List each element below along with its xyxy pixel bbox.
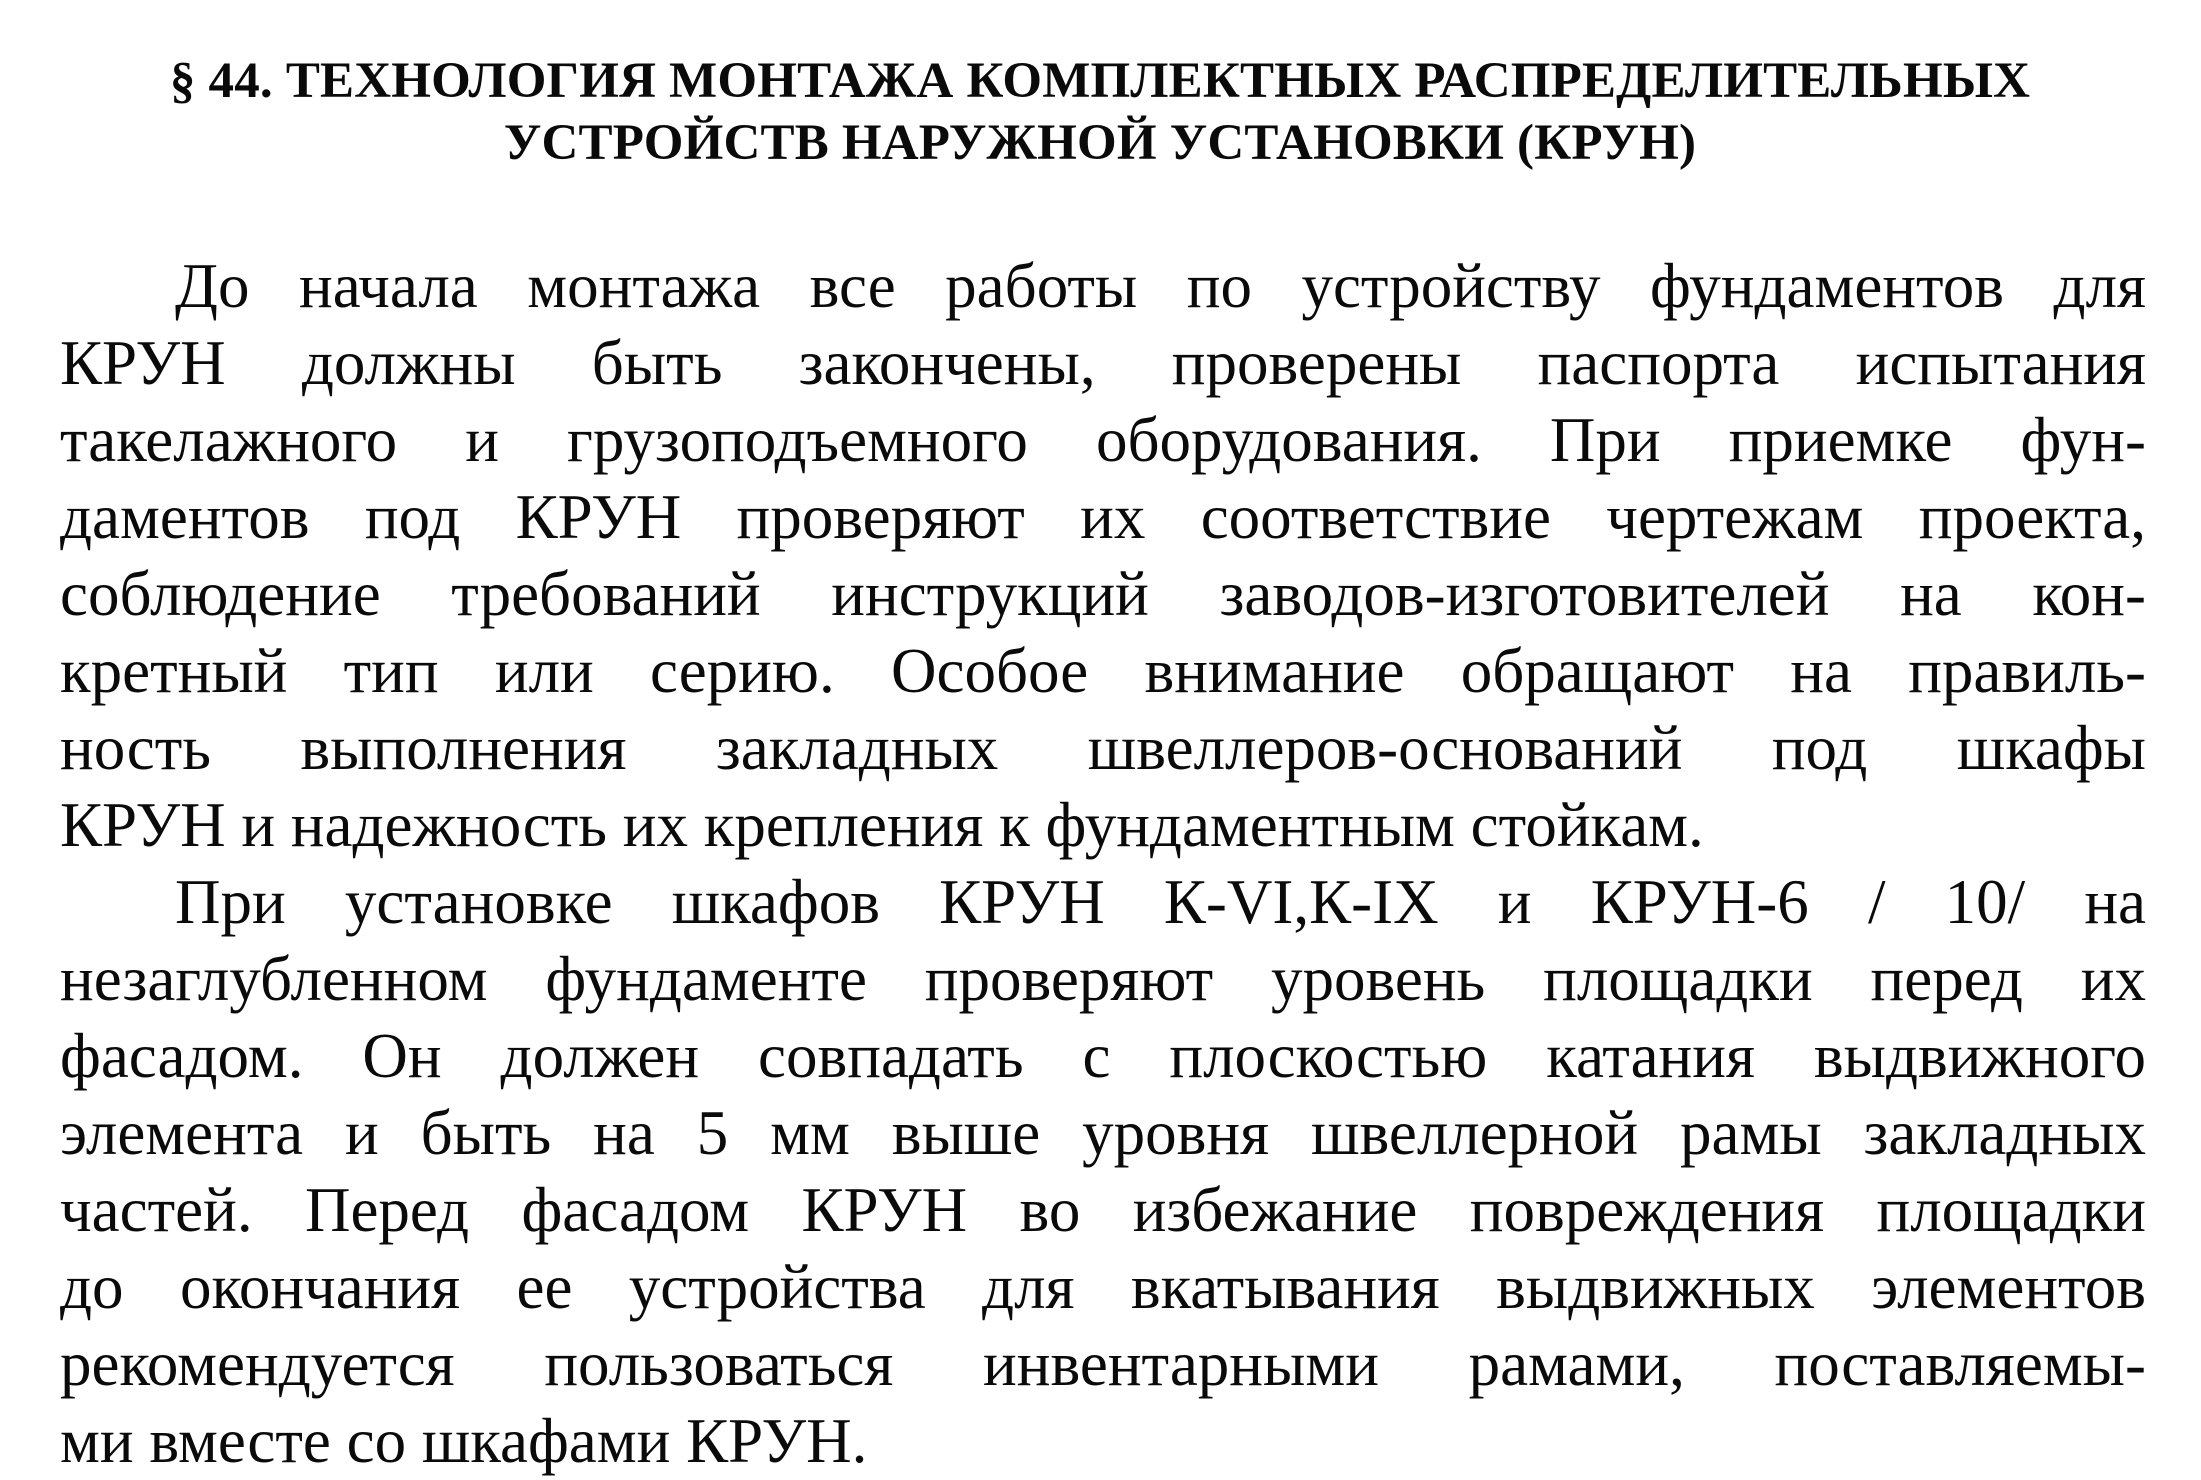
paragraph-line: такелажного и грузоподъемного оборудования. При приемке фун- [60, 405, 2146, 475]
paragraph-line: даментов под КРУН проверяют их соответствие чертежам проекта, [60, 482, 2146, 552]
section-title-line-1: § 44. ТЕХНОЛОГИЯ МОНТАЖА КОМПЛЕКТНЫХ РАСПРЕДЕЛИТЕЛЬНЫХ [169, 53, 2031, 109]
body-text [60, 248, 2146, 1480]
paragraph-line: рекомендуется пользоваться инвентарными рамами, поставляемы- [60, 1329, 2146, 1399]
paragraph-line: До начала монтажа все работы по устройству фундаментов для [175, 251, 2146, 321]
paragraph-line: КРУН и надежность их крепления к фундаментным стойкам. [60, 790, 1704, 860]
section-heading [60, 50, 2140, 174]
paragraph-line: соблюдение требований инструкций заводов-изготовителей на кон- [60, 559, 2146, 629]
paragraph-line: кретный тип или серию. Особое внимание обращают на правиль- [60, 636, 2146, 706]
paragraph-line: частей. Перед фасадом КРУН во избежание повреждения площадки [60, 1175, 2146, 1245]
paragraph-line: до окончания ее устройства для вкатывания выдвижных элементов [60, 1252, 2146, 1322]
paragraph-2 [60, 864, 2146, 1480]
section-title-line-2: УСТРОЙСТВ НАРУЖНОЙ УСТАНОВКИ (КРУН) [503, 115, 1697, 171]
paragraph-line: незаглубленном фундаменте проверяют уровень площадки перед их [60, 944, 2146, 1014]
paragraph-1 [60, 248, 2146, 864]
paragraph-line: ми вместе со шкафами КРУН. [60, 1406, 868, 1476]
paragraph-line: При установке шкафов КРУН К-VI,К-IX и КРУН-6 / 10/ на [175, 867, 2146, 937]
paragraph-line: элемента и быть на 5 мм выше уровня швеллерной рамы закладных [60, 1098, 2146, 1168]
paragraph-line: фасадом. Он должен совпадать с плоскостью катания выдвижного [60, 1021, 2146, 1091]
paragraph-line: ность выполнения закладных швеллеров-оснований под шкафы [60, 713, 2146, 783]
paragraph-line: КРУН должны быть закончены, проверены паспорта испытания [60, 328, 2146, 398]
